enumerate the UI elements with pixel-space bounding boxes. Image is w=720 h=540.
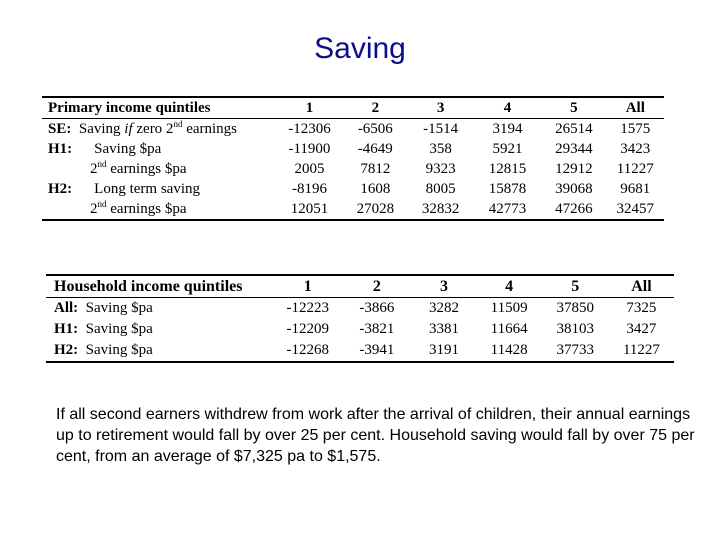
table-row [46,297,674,319]
table-cell: 2005 [294,161,325,177]
table-row [42,139,664,159]
table-cell: -6506 [357,121,393,137]
header-col: 3 [439,278,448,295]
table-row [42,179,664,199]
row-label: 2nd earnings $pa [90,199,187,217]
table-cell: -12268 [286,342,329,358]
table-cell: 11428 [490,342,528,358]
table-cell: 29344 [555,141,593,157]
header-col: 2 [372,278,381,295]
table-cell: -12306 [288,121,331,137]
table-cell: -12209 [286,321,329,337]
header-col: All [631,278,652,295]
table-cell: -3821 [359,321,395,337]
table-cell: 39068 [555,181,593,197]
table-header-row [46,274,674,297]
table-cell: 5921 [492,141,523,157]
household-income-table [46,274,674,363]
table-cell: 42773 [488,201,527,217]
header-col: 4 [505,278,514,295]
row-label: SE: Saving if zero 2nd earnings [48,119,238,137]
table-cell: -3866 [359,300,395,316]
table-cell: 37850 [556,300,595,316]
row-label: H2: Saving $pa [54,342,153,358]
row-label: 2nd earnings $pa [90,159,187,177]
table-cell: -1514 [423,121,459,137]
table-row [46,319,674,340]
primary-income-table [42,96,664,221]
table-cell: 3191 [428,342,459,358]
table-cell: 12912 [555,161,593,177]
table-cell: 32457 [616,201,655,217]
header-col: 1 [303,278,312,295]
table-cell: 7325 [626,300,657,316]
table-cell: 38103 [556,321,595,337]
header-col: All [625,100,645,116]
header-col: 3 [436,100,445,116]
table-cell: -8196 [291,181,327,197]
header-label: Primary income quintiles [48,100,211,116]
table-row [42,118,664,139]
table-cell: -11900 [288,141,331,157]
table-cell: 11664 [490,321,528,337]
header-col: 1 [305,100,314,116]
row-label: All: Saving $pa [54,300,153,316]
table-cell: 3427 [626,321,657,337]
table-cell: 47266 [555,201,593,217]
table-cell: 3423 [620,141,651,157]
header-col: 4 [503,100,512,116]
row-label: H2: Long term saving [48,181,200,197]
table-cell: 358 [429,141,452,157]
summary-paragraph: If all second earners withdrew from work after the arrival of children, their annual earnings up to retirement would fall by over 25 per cent. Household saving would fall by over 75 per cent, from an average of $7,325 pa to $1,575. [56,406,695,465]
table-cell: 26514 [555,121,593,137]
slide-title: Saving [314,32,406,65]
table-cell: 15878 [488,181,527,197]
table-cell: 3282 [428,300,459,316]
table-cell: 3381 [428,321,459,337]
table-cell: 1608 [360,181,391,197]
table-cell: 27028 [356,201,395,217]
table-cell: 11509 [490,300,528,316]
table-cell: 11227 [622,342,660,358]
table-cell: 7812 [360,161,391,177]
table-cell: 32832 [421,201,460,217]
row-label: H1: Saving $pa [48,141,162,157]
header-col: 2 [371,100,380,116]
row-label: H1: Saving $pa [54,321,153,337]
table-cell: 9323 [425,161,456,177]
header-label: Household income quintiles [54,278,243,295]
table-header-row [42,96,664,118]
table-row [42,199,664,221]
table-cell: 12051 [290,201,329,217]
table-cell: 1575 [620,121,651,137]
table-row [42,159,664,179]
table-cell: -4649 [357,141,393,157]
header-col: 5 [571,278,580,295]
table-cell: -3941 [359,342,395,358]
table-cell: -12223 [286,300,329,316]
table-cell: 8005 [425,181,456,197]
table-cell: 11227 [616,161,654,177]
table-cell: 12815 [488,161,527,177]
table-cell: 37733 [556,342,595,358]
table-cell: 9681 [620,181,651,197]
header-col: 5 [570,100,578,116]
table-cell: 3194 [492,121,523,137]
table-row [46,340,674,363]
